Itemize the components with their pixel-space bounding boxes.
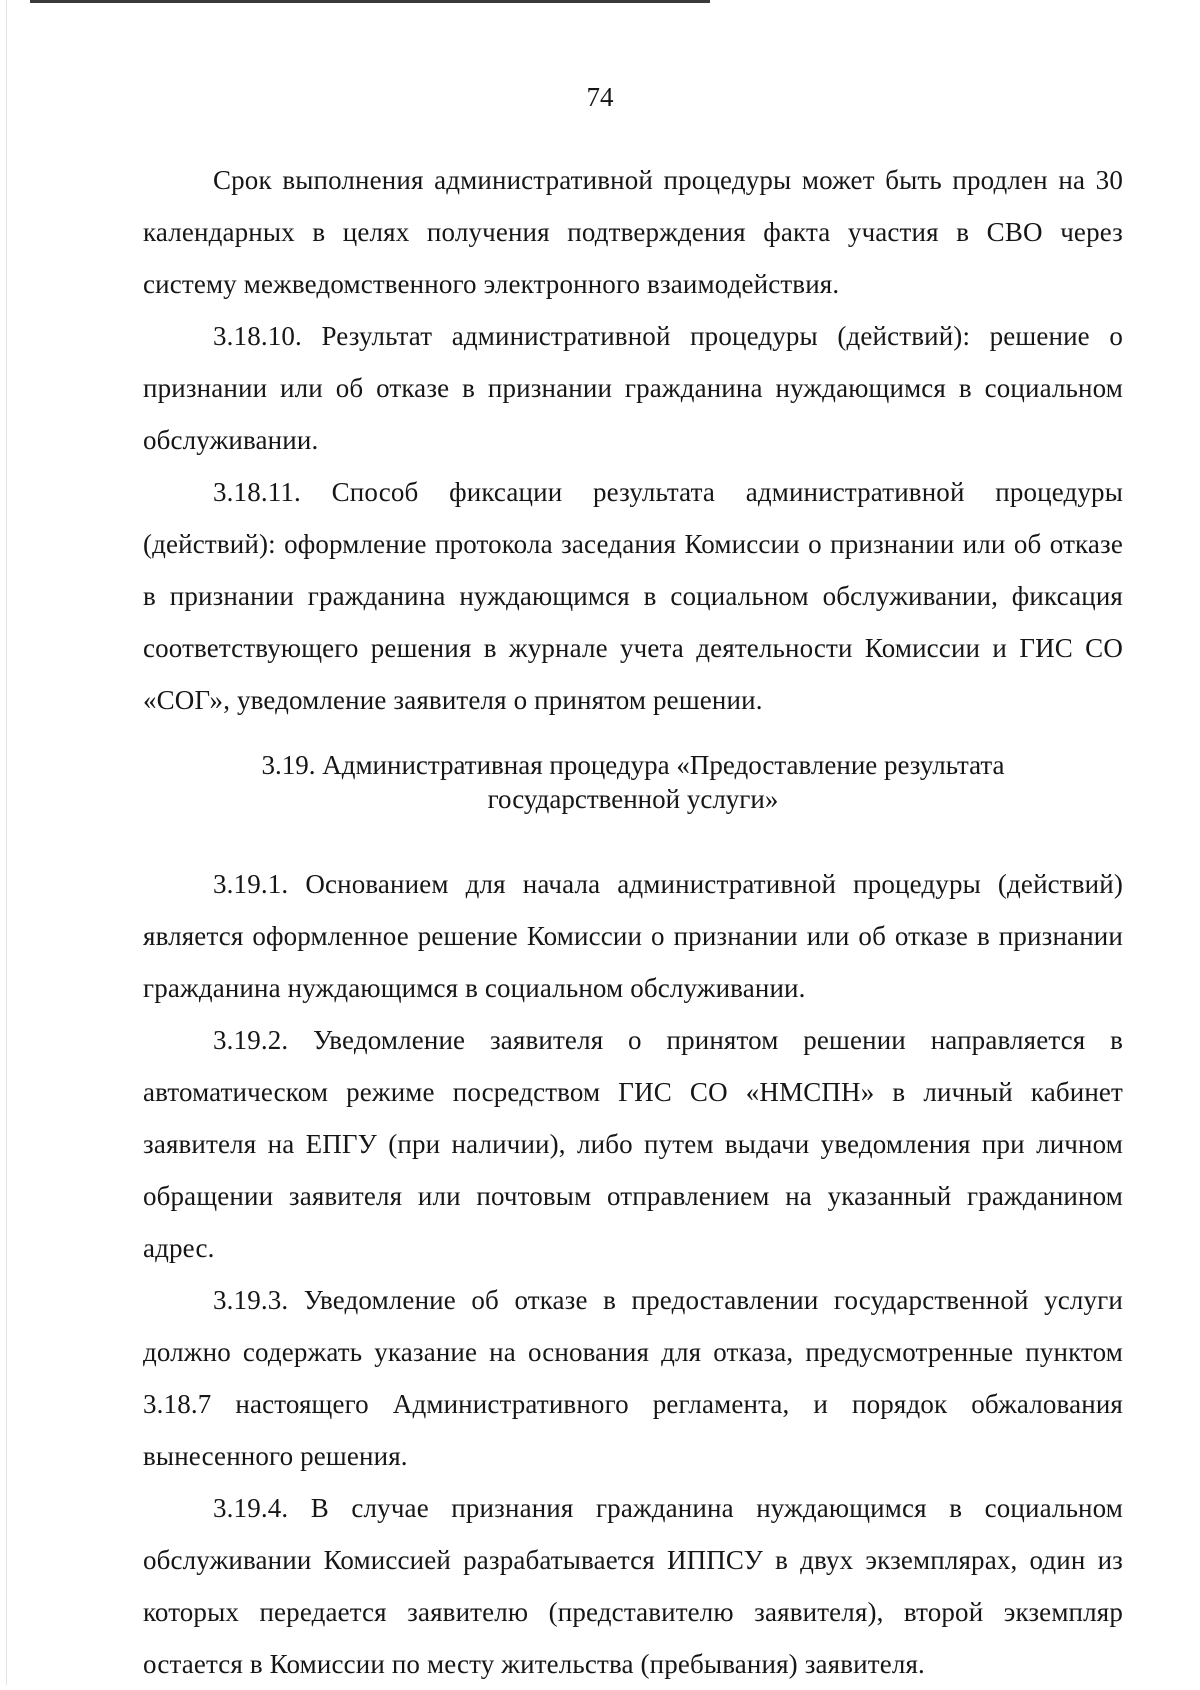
- paragraph-3-18-11: 3.18.11. Способ фиксации результата административной процедуры (действий): оформление протокола заседания Комиссии о признании или об отказе в признании гражданина нуждающимся в социальном обслуживании, фиксация соответствующего решения в журнале учета деятельности Комиссии и ГИС СО «СОГ», уведомление заявителя о принятом решении.: [143, 477, 1123, 715]
- document-body: [143, 154, 1123, 1690]
- scan-edge-line: [6, 0, 7, 1685]
- paragraph-3-18-10: 3.18.10. Результат административной процедуры (действий): решение о признании или об отказе в признании гражданина нуждающимся в социальном обслуживании.: [143, 321, 1123, 455]
- page-number: 74: [586, 82, 614, 112]
- section-heading-line-2: государственной услуги»: [487, 784, 779, 814]
- section-heading-3-19: [143, 748, 1123, 816]
- paragraph-3-19-1: 3.19.1. Основанием для начала административной процедуры (действий) является оформленное решение Комиссии о признании или об отказе в признании гражданина нуждающимся в социальном обслуживании.: [143, 869, 1123, 1003]
- section-heading-line-1: 3.19. Административная процедура «Предоставление результата: [261, 750, 1005, 780]
- paragraph-3-19-3: 3.19.3. Уведомление об отказе в предоставлении государственной услуги должно содержать указание на основания для отказа, предусмотренные пунктом 3.18.7 настоящего Административного регламента, и порядок обжалования вынесенного решения.: [143, 1285, 1123, 1471]
- top-border-line: [30, 0, 710, 3]
- paragraph-3-19-4: 3.19.4. В случае признания гражданина нуждающимся в социальном обслуживании Комиссией разрабатывается ИППСУ в двух экземплярах, один из которых передается заявителю (представителю заявителя), второй экземпляр остается в Комиссии по месту жительства (пребывания) заявителя.: [143, 1493, 1123, 1679]
- paragraph-3-19-2: 3.19.2. Уведомление заявителя о принятом решении направляется в автоматическом режиме посредством ГИС СО «НМСПН» в личный кабинет заявителя на ЕПГУ (при наличии), либо путем выдачи уведомления при личном обращении заявителя или почтовым отправлением на указанный гражданином адрес.: [143, 1025, 1123, 1263]
- paragraph-extension-term: Срок выполнения административной процедуры может быть продлен на 30 календарных в целях получения подтверждения факта участия в СВО через систему межведомственного электронного взаимодействия.: [143, 165, 1123, 299]
